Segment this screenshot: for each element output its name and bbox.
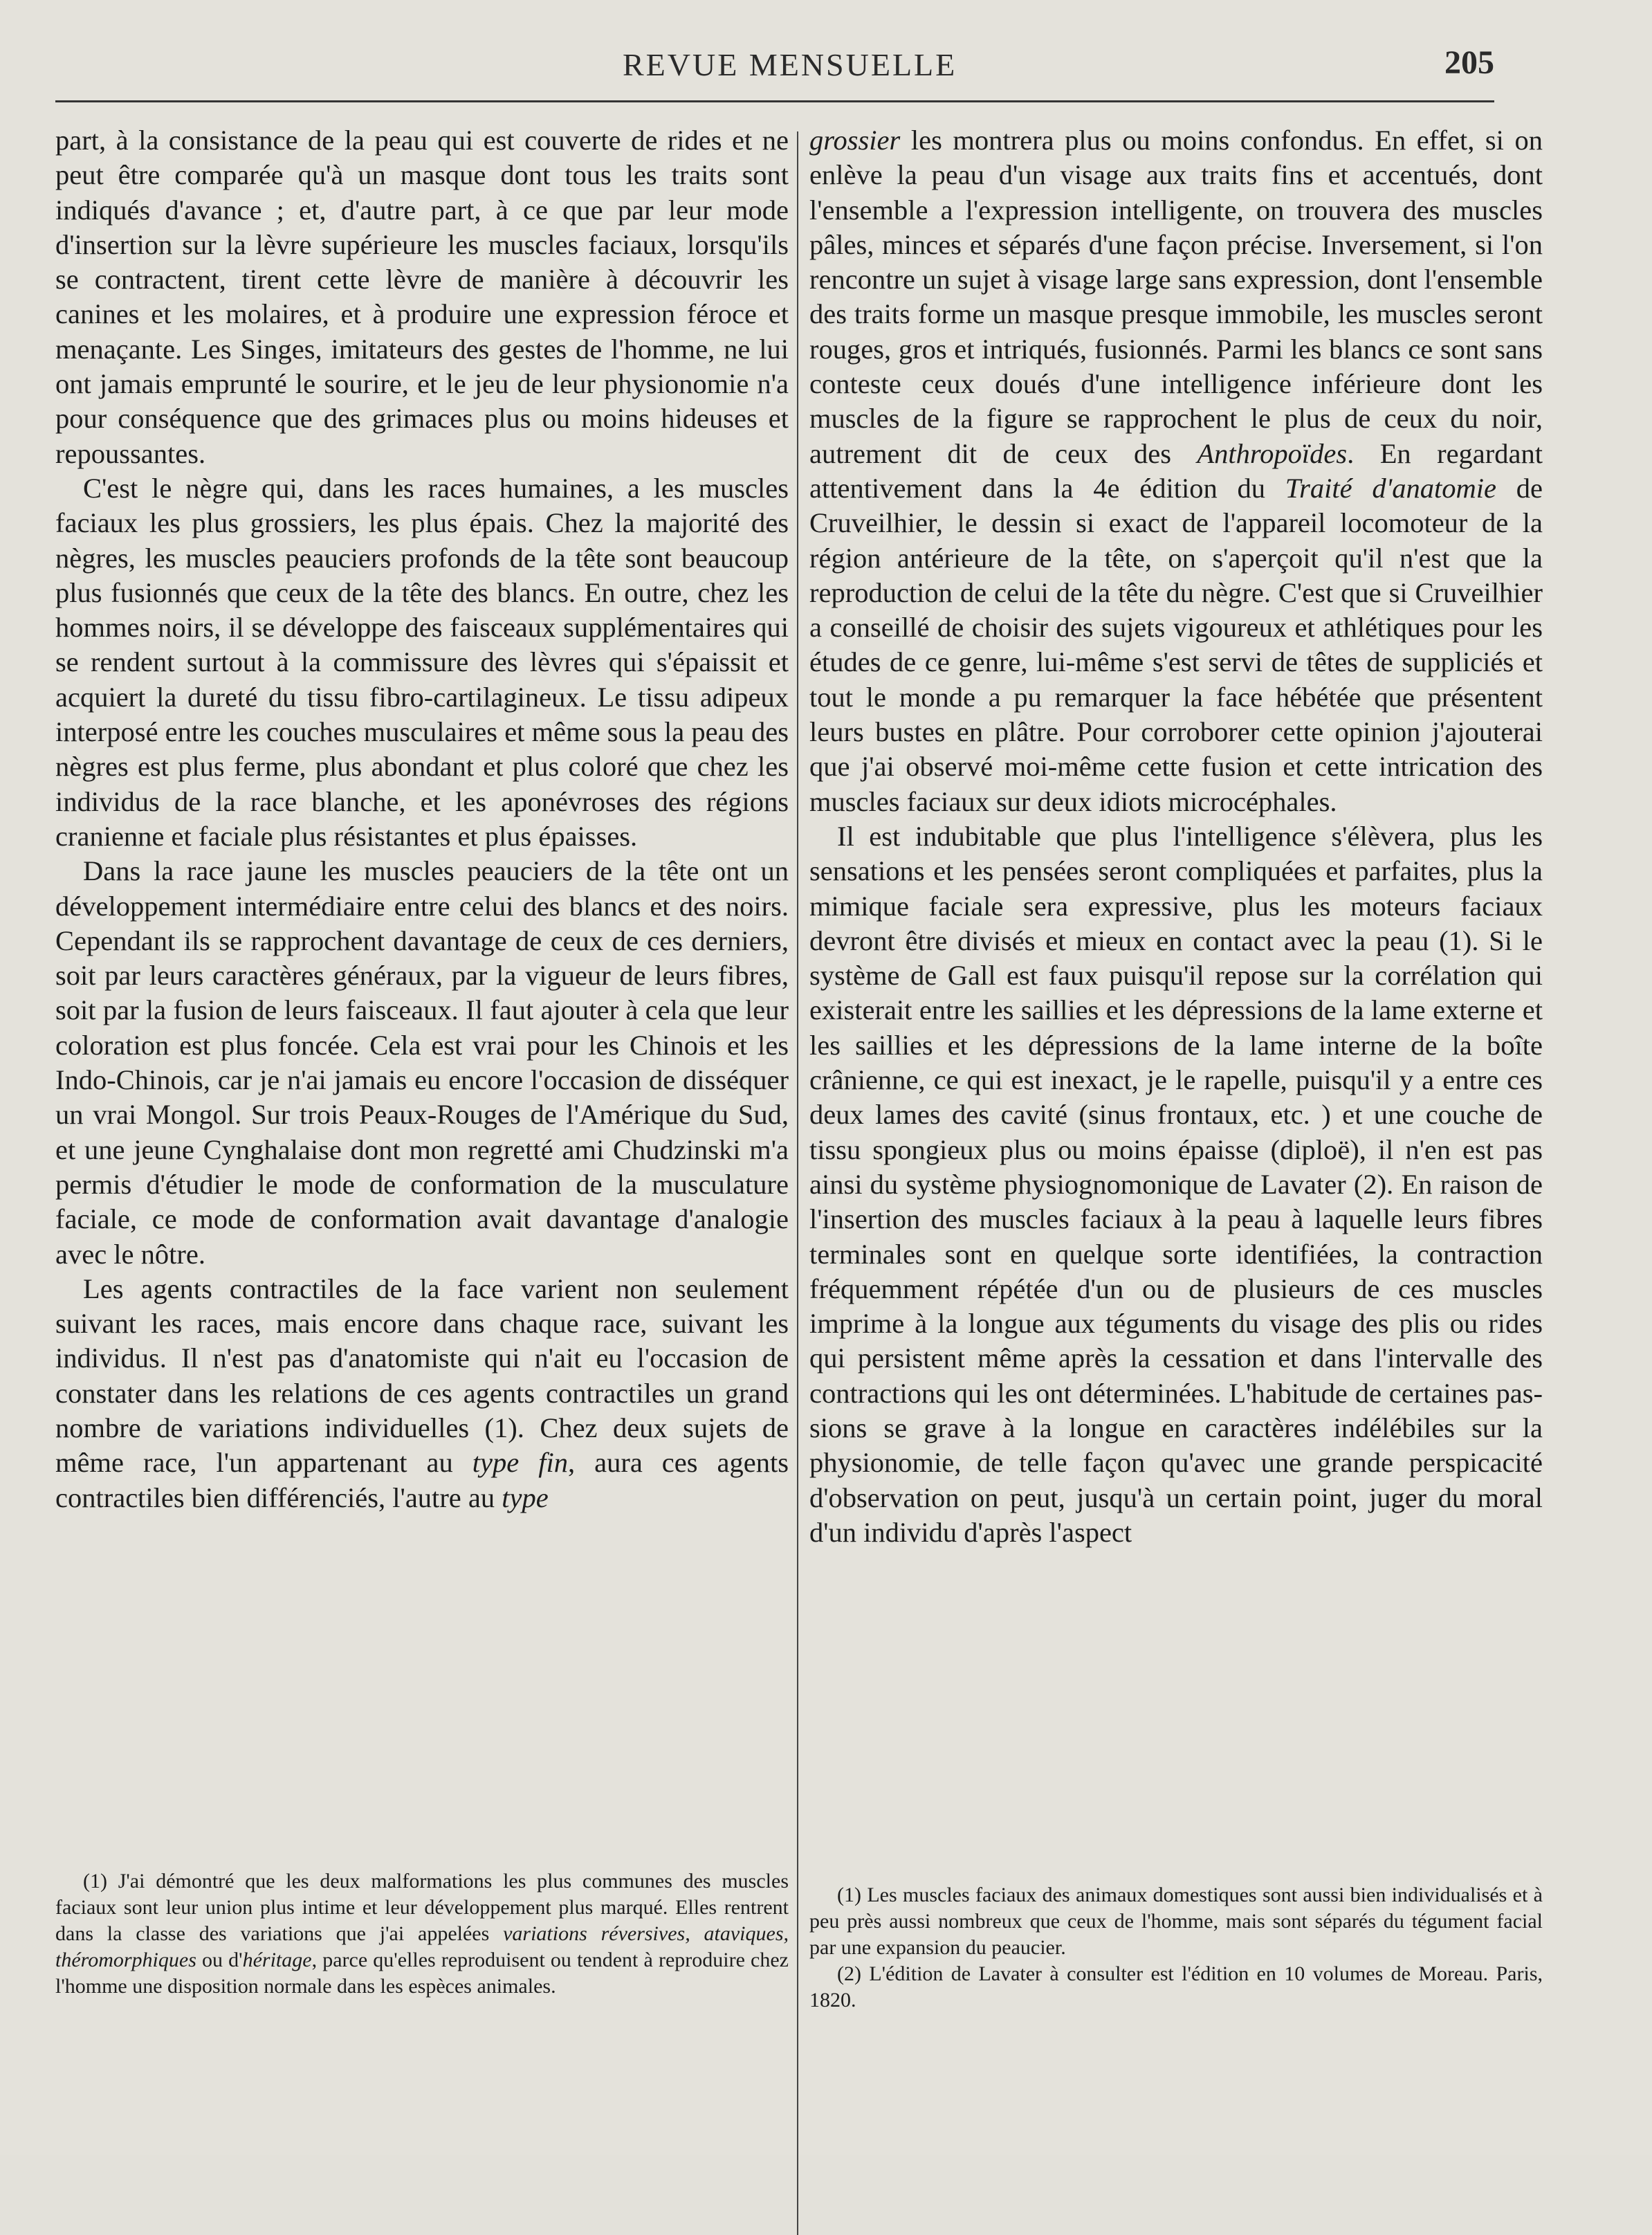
column-divider — [797, 131, 798, 2235]
footnotes-right — [809, 1882, 1543, 2014]
italic-term: Anthropoïdes — [1197, 437, 1348, 469]
header-rule — [55, 100, 1494, 102]
text-run: (1) J'ai démontré que les deux malformations les plus communes des muscles faciaux sont leur union plus intime et leur développement plus marqué. Elles rentrent dans la classe des variations que j'ai appelées — [55, 1870, 789, 1945]
text-run: ou d' — [196, 1949, 243, 1971]
footnote: (1) Les muscles faciaux des animaux domestiques sont aussi bien individualisés et à peu près aussi nombreux que ceux de l'homme, mais sont séparés du tégument facial par une expansion du peaucier. — [809, 1883, 1543, 1959]
text-run: de Cruveilhier, le dessin si exact de l'appareil locomoteur de la région antérieure de la tête, on s'aperçoit qu'il n'est que la reproduction de celui de la tête du nègre. C'est que si Cruveilhier a conseillé de choisir des sujets vigoureux et athlétiques pour les études de ce genre, lui-même s'est servi de têtes de suppliciés et tout le monde a pu remarquer la face hébétée que présentent leurs bustes en plâtre. Pour corroborer cette opinion j'ajouterai que j'ai observé moi-même cette fusion et cette intrication des muscles faciaux sur deux idiots microcéphales. — [809, 472, 1543, 817]
paragraph — [55, 1272, 789, 1515]
text-run: , parce qu'elles reproduisent ou tendent à reproduire chez l'homme une disposition normale dans les espèces animales. — [55, 1949, 789, 1998]
footnotes-left — [55, 1868, 789, 2000]
italic-term: type — [502, 1481, 549, 1513]
journal-title: REVUE MENSUELLE — [623, 47, 957, 82]
text-run: . En regardant attentivement dans la 4e édition du — [809, 437, 1543, 504]
paragraph: C'est le nègre qui, dans les races humaines, a les muscles faciaux les plus grossiers, les plus épais. Chez la majorité des nègres, les muscles peauciers profonds de la tête sont beaucoup plus fusionnés que ceux de la tête des blancs. En outre, chez les hommes noirs, il se développe des faisceaux supplémentaires qui se rendent surtout à la commissure des lèvres qui s'épaissit et acquiert la dureté du tissu fibro-cartilagineux. Le tissu adipeux interposé entre les couches musculaires et même sous la peau des nègres est plus ferme, plus abondant et plus coloré que chez les individus de la race blanche, et les aponévroses des régions cranienne et faciale plus résistantes et plus épaisses. — [55, 472, 789, 852]
right-column — [809, 123, 1543, 1550]
footnote: (2) L'édition de Lavater à consulter est l'édition en 10 volumes de Moreau. Paris, 1820. — [809, 1962, 1543, 2012]
left-column — [55, 123, 789, 1515]
italic-term: type fin — [472, 1447, 568, 1479]
page-number: 205 — [1444, 44, 1494, 81]
text-run: les montrera plus ou moins confondus. En effet, si on enlève la peau d'un visage aux traits fins et accentués, dont l'ensemble a l'expression intelligente, on trouvera des muscles pâles, minces et séparés d'une façon précise. Inversement, si l'on rencontre un sujet à visage large sans expression, dont l'ensemble des traits forme un masque presque immobile, les muscles seront rouges, gros et intriqués, fusionnés. Parmi les blancs ce sont sans conteste ceux doués d'une intelligence inférieure dont les muscles de la figure se rapprochent le plus de ceux du noir, autrement dit de ceux des — [809, 125, 1543, 469]
paragraph: Il est indubitable que plus l'intelligence s'élèvera, plus les sensations et les pensées seront compliquées et parfaites, plus la mimique faciale sera expressive, plus les moteurs faciaux devront être divisés et mieux en contact avec la peau (1). Si le système de Gall est faux puisqu'il repose sur la corrélation qui existerait entre les saillies et les dépressions de la lame externe et les saillies et les dépressions de la lame interne de la boîte crânienne, ce qui est inexact, je le rapelle, puisqu'il y a entre ces deux lames des cavité (sinus frontaux, etc. ) et une couche de tissu spongieux plus ou moins épaisse (diploë), il n'en est pas ainsi du système physiognomonique de Lavater (2). En raison de l'insertion des muscles faciaux à la peau à laquelle leurs fibres terminales sont en quelque sorte identifiées, la contraction fréquemment répétée d'un ou de plusieurs de ces muscles imprime à la longue aux téguments du visage des plis ou rides qui persistent même après la cessation et dans l'intervalle des contractions qui les ont déterminées. L'habitude de certaines passions se grave à la longue en caractères indélébiles sur la physionomie, de telle façon qu'avec une grande perspicacité d'observation on peut, jusqu'à un certain point, juger du moral d'un individu d'après l'aspect — [809, 820, 1543, 1548]
paragraph — [809, 123, 1543, 819]
running-head — [55, 38, 1494, 93]
paragraph: part, à la consistance de la peau qui est couverte de rides et ne peut être comparée qu'à un masque dont tous les traits sont indiqués d'avance ; et, d'autre part, à ce que par leur mode d'insertion sur la lèvre supérieure les muscles faciaux, lorsqu'ils se contractent, tirent cette lèvre de manière à découvrir les canines et les molaires, et à produire une expression féroce et menaçante. Les Singes, imitateurs des gestes de l'homme, ne lui ont jamais emprunté le sourire, et le jeu de leur physionomie n'a pour conséquence que des grimaces plus ou moins hideuses et repoussantes. — [55, 125, 789, 469]
italic-term: grossier — [809, 125, 901, 156]
italic-term: variations réversives, ataviques, théromorphiques — [55, 1922, 789, 1971]
text-run: Les agents contractiles de la face varient non seulement suivant les races, mais encore dans chaque race, suivant les individus. Il n'est pas d'anatomiste qui n'ait eu l'occasion de constater dans les relations de ces agents contractiles un grand nombre de variations individuelles (1). Chez deux sujets de même race, l'un appartenant au — [55, 1272, 789, 1479]
italic-term: Traité d'anatomie — [1285, 472, 1496, 504]
text-run: , aura ces agents contractiles bien différenciés, l'autre au — [55, 1447, 789, 1513]
paragraph: Dans la race jaune les muscles peauciers de la tête ont un développement intermédiaire entre celui des blancs et des noirs. Cependant ils se rapprochent davantage de ceux de ces derniers, soit par leurs caractères généraux, par la vigueur de leurs fibres, soit par la fusion de leurs faisceaux. Il faut ajouter à cela que leur coloration est plus foncée. Cela est vrai pour les Chinois et les Indo-Chinois, car je n'ai jamais eu encore l'occasion de disséquer un vrai Mongol. Sur trois Peaux-Rouges de l'Amérique du Sud, et une jeune Cynghalaise dont mon regretté ami Chudzinski m'a permis d'étudier le mode de conformation de la musculature faciale, ce mode de conformation avait davantage d'analogie avec le nôtre. — [55, 855, 789, 1270]
italic-term: héritage — [242, 1949, 312, 1971]
footnote — [55, 1868, 789, 2000]
